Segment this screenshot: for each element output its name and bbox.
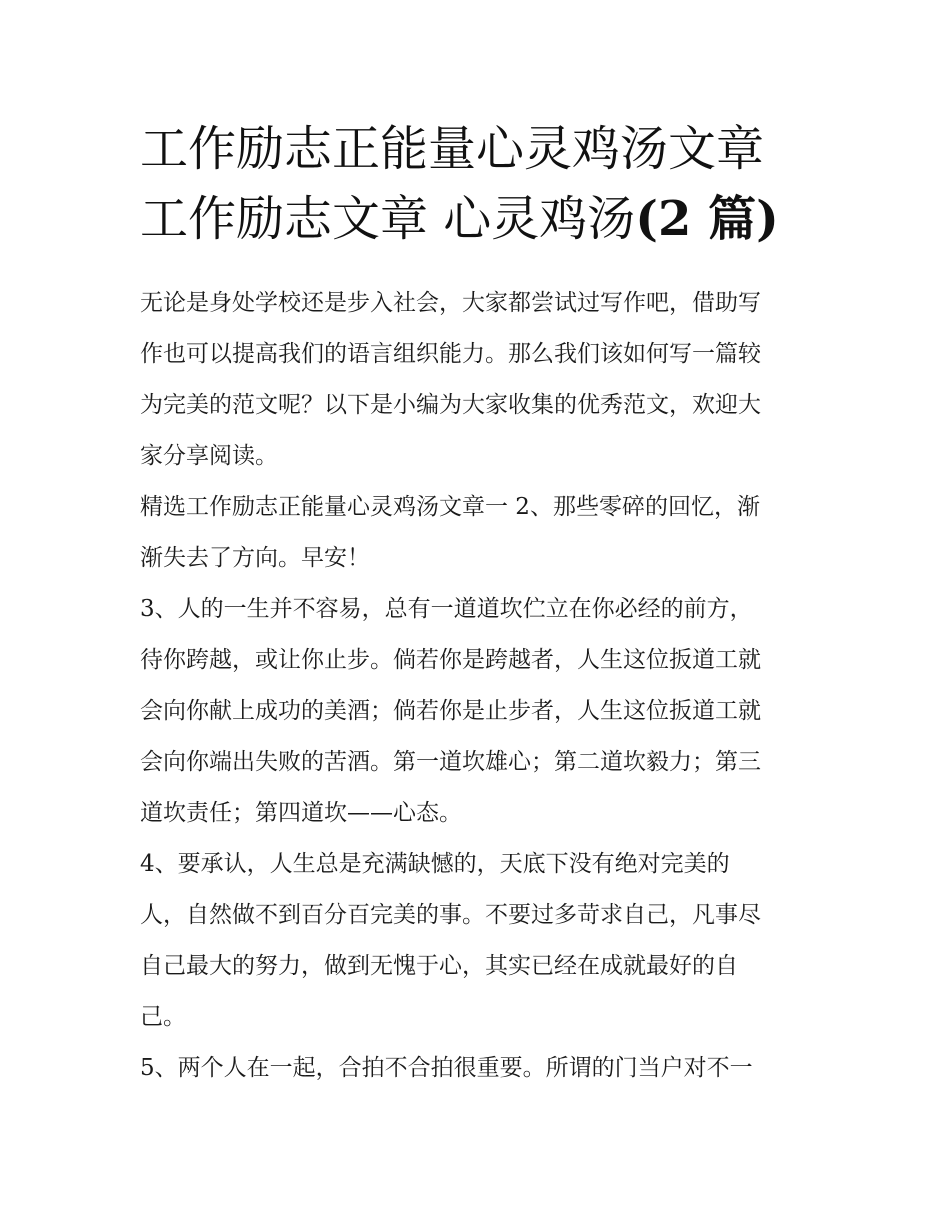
body-line: 会向你献上成功的美酒；倘若你是止步者，人生这位扳道工就 — [140, 698, 761, 724]
title-line-2-suffix: (2 篇) — [635, 191, 779, 247]
body-line: 4、要承认，人生总是充满缺憾的，天底下没有绝对完美的 — [140, 851, 730, 877]
body-line: 自己最大的努力，做到无愧于心，其实已经在成就最好的自 — [140, 953, 738, 979]
body-line: 己。 — [140, 1004, 186, 1030]
body-line: 5、两个人在一起，合拍不合拍很重要。所谓的门当户对不一 — [140, 1055, 753, 1081]
body-line: 为完美的范文呢？以下是小编为大家收集的优秀范文，欢迎大 — [140, 392, 761, 418]
body-line: 3、人的一生并不容易，总有一道道坎伫立在你必经的前方， — [140, 596, 753, 622]
body-line: 道坎责任；第四道坎——心态。 — [140, 800, 462, 826]
body-line: 会向你端出失败的苦酒。第一道坎雄心；第二道坎毅力；第三 — [140, 749, 761, 775]
title-line-2 — [140, 184, 830, 254]
body-line: 精选工作励志正能量心灵鸡汤文章一 2、那些零碎的回忆，渐 — [140, 494, 760, 520]
body-line: 无论是身处学校还是步入社会，大家都尝试过写作吧，借助写 — [140, 290, 761, 316]
document-body — [140, 278, 812, 1094]
title-line-1: 工作励志正能量心灵鸡汤文章 — [140, 121, 765, 177]
body-line: 待你跨越，或让你止步。倘若你是跨越者，人生这位扳道工就 — [140, 647, 761, 673]
body-line: 人，自然做不到百分百完美的事。不要过多苛求自己，凡事尽 — [140, 902, 761, 928]
body-line: 家分享阅读。 — [140, 443, 278, 469]
body-line: 渐失去了方向。早安！ — [140, 545, 370, 571]
body-line: 作也可以提高我们的语言组织能力。那么我们该如何写一篇较 — [140, 341, 761, 367]
title-line-2-text: 工作励志文章 心灵鸡汤 — [140, 191, 636, 247]
document-title — [140, 114, 830, 254]
